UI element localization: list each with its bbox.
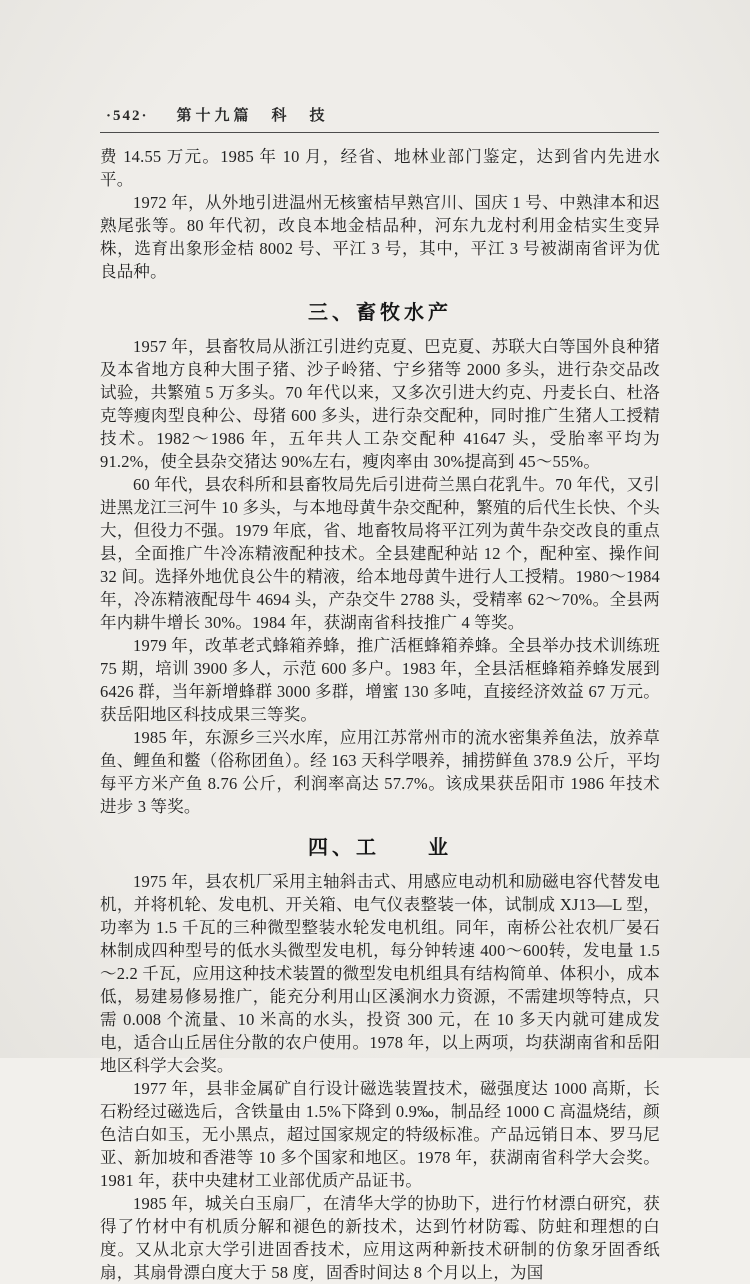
- paragraph-beekeeping: 1979 年，改革老式蜂箱养蜂，推广活框蜂箱养蜂。全县举办技术训练班 75 期，培训 3900 多人，示范 600 多户。1983 年，全县活框蜂箱养蜂发展到 6426 群，当年新增蜂群 3000 多群，增蜜 130 多吨，直接经济效益 67 万元。获岳阳地区科技成果三等奖。: [100, 636, 660, 724]
- paragraph-bamboo-fan-bleaching: 1985 年，城关白玉扇厂，在清华大学的协助下，进行竹材漂白研究，获得了竹材中有机质分解和褪色的新技术，达到竹材防霉、防蛀和理想的白度。又从北京大学引进固香技术，应用这两种新技术研制的仿象牙固香纸扇，其扇骨漂白度大于 58 度，固香时间达 8 个月以上，为国: [100, 1194, 660, 1282]
- header-rule: [100, 132, 659, 133]
- paragraph-micro-hydro-generators: 1975 年，县农机厂采用主轴斜击式、用感应电动机和励磁电容代替发电机，并将机轮、发电机、开关箱、电气仪表整装一体，试制成 XJ13—L 型，功率为 1.5 千瓦的三种微型整装水轮发电机组。同年，南桥公社农机厂晏石林制成四种型号的低水头微型发电机，每分钟转速 400～600转，发电量 1.5～2.2 千瓦，应用这种技术装置的微型发电机组具有结构简单、体积小，成本低，易建易修易推广，能充分利用山区溪涧水力资源，不需建坝等特点，只需 0.008 个流量、10 米高的水头，投资 300 元，在 10 多天内就可建成发电，适合山丘居住分散的农户使用。1978 年，以上两项，均获湖南省和岳阳地区科学大会奖。: [100, 872, 660, 1075]
- section-heading-livestock-fishery: 三、畜牧水产: [308, 302, 452, 324]
- chapter-title: 第十九篇 科 技: [176, 108, 329, 124]
- page-body: [100, 145, 660, 1284]
- section-heading-industry: 四、工 业: [308, 837, 452, 859]
- paragraph-magnetic-separation: 1977 年，县非金属矿自行设计磁选装置技术，磁强度达 1000 高斯，长石粉经过磁选后，含铁量由 1.5%下降到 0.9‰，制品经 1000 C 高温烧结，颜色洁白如玉，无小黑点，超过国家规定的特级标准。产品远销日本、罗马尼亚、新加坡和香港等 10 多个国家和地区。1978 年，获湖南省科学大会奖。1981 年，获中央建材工业部优质产品证书。: [100, 1079, 660, 1190]
- paragraph-citrus-introduction: 1972 年，从外地引进温州无核蜜桔早熟宫川、国庆 1 号、中熟津本和迟熟尾张等。80 年代初，改良本地金桔品种，河东九龙村利用金桔实生变异株，选育出象形金桔 8002 号、平江 3 号，其中，平江 3 号被湖南省评为优良品种。: [100, 193, 660, 281]
- paragraph-pig-breeding: 1957 年，县畜牧局从浙江引进约克夏、巴克夏、苏联大白等国外良种猪及本省地方良种大围子猪、沙子岭猪、宁乡猪等 2000 多头，进行杂交品改试验，共繁殖 5 万多头。70 年代以来，又多次引进大约克、丹麦长白、杜洛克等瘦肉型良种公、母猪 600 多头，进行杂交配种，同时推广生猪人工授精技术。1982～1986 年，五年共人工杂交配种 41647 头，受胎率平均为 91.2%，使全县杂交猪达 90%左右，瘦肉率由 30%提高到 45～55%。: [100, 337, 660, 471]
- paragraph-forestry-continuation: 费 14.55 万元。1985 年 10 月，经省、地林业部门鉴定，达到省内先进水平。: [100, 147, 660, 189]
- text-block: [100, 104, 660, 1284]
- running-header: [100, 104, 660, 125]
- paragraph-fish-farming: 1985 年，东源乡三兴水库，应用江苏常州市的流水密集养鱼法，放养草鱼、鲤鱼和鳖（俗称团鱼）。经 163 天科学喂养，捕捞鲜鱼 378.9 公斤，平均每平方米产鱼 8.76 公斤，利润率高达 57.7%。该成果获岳阳市 1986 年技术进步 3 等奖。: [100, 728, 660, 816]
- paragraph-cattle-breeding: 60 年代，县农科所和县畜牧局先后引进荷兰黑白花乳牛。70 年代，又引进黑龙江三河牛 10 多头，与本地母黄牛杂交配种，繁殖的后代生长快、个头大，但役力不强。1979 年底，省、地畜牧局将平江列为黄牛杂交改良的重点县，全面推广牛冷冻精液配种技术。全县建配种站 12 个，配种室、操作间 32 间。选择外地优良公牛的精液，给本地母黄牛进行人工授精。1980～1984 年，冷冻精液配母牛 4694 头，产杂交牛 2788 头，受精率 62～70%。全县两年内耕牛增长 30%。1984 年，获湖南省科技推广 4 等奖。: [100, 475, 660, 632]
- page-number: ·542·: [106, 108, 149, 124]
